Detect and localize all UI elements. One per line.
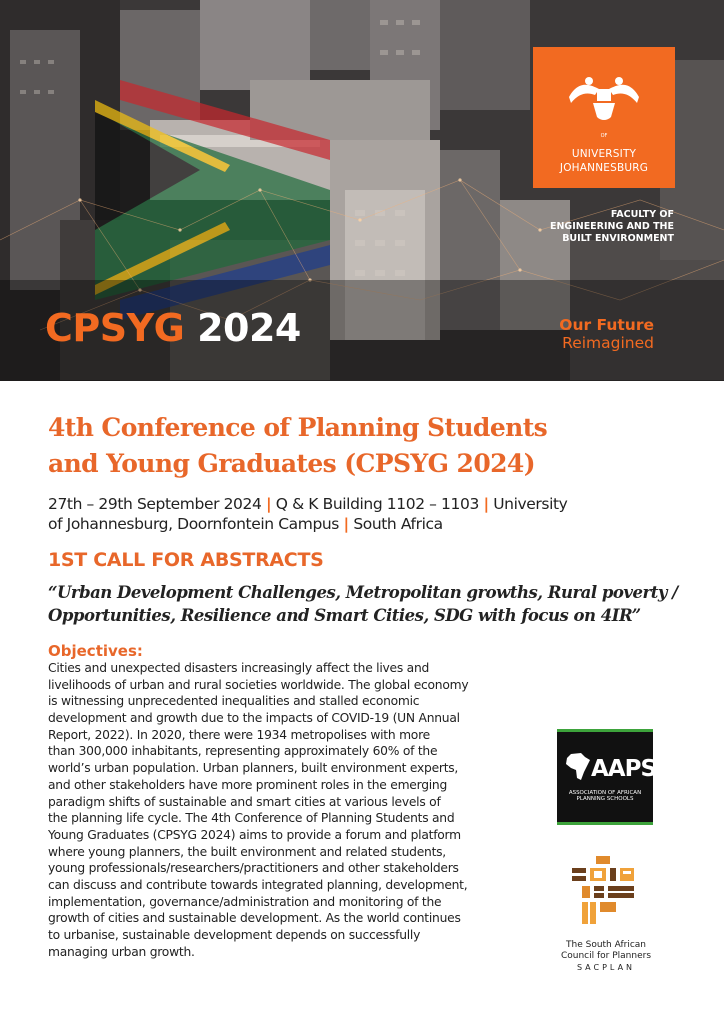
faculty-line3: BUILT ENVIRONMENT [562, 233, 674, 244]
aaps-sub-line1: ASSOCIATION OF AFRICAN [568, 790, 642, 796]
event-year: 2024 [197, 306, 301, 350]
university-name-line2: JOHANNESBURG [559, 162, 649, 174]
objectives-heading: Objectives: [48, 642, 143, 660]
objectives-line: livelihoods of urban and rural societies worldwide. The global economy [48, 677, 469, 692]
theme-line1: “Urban Development Challenges, Metropolitan growths, Rural poverty / [48, 583, 678, 602]
objectives-line: and other stakeholders have more prominent roles in the emerging [48, 777, 448, 792]
objectives-line: Report, 2022). In 2020, there were 1934 metropolises with more [48, 727, 430, 742]
objectives-line: can discuss and contribute towards integrated planning, development, [48, 877, 468, 892]
faculty-line1: FACULTY OF [610, 209, 674, 220]
sacplan-acronym: SACPLAN [576, 963, 636, 972]
objectives-line: young professionals/researchers/practitioners and other stakeholders [48, 861, 459, 876]
separator: | [265, 495, 272, 513]
objectives-line: world’s urban population. Urban planners, built environment experts, [48, 761, 459, 776]
call-for-abstracts-heading: 1ST CALL FOR ABSTRACTS [48, 549, 324, 571]
event-details-line2 [48, 514, 443, 534]
event-details-line1 [48, 494, 567, 514]
hero-banner [0, 0, 724, 381]
tagline-line1: Our Future [559, 316, 654, 334]
event-dates: 27th – 29th September 2024 [48, 495, 262, 513]
event-university: University [493, 495, 568, 513]
separator: | [343, 515, 349, 533]
objectives-line: where young planners, the built environment and related students, [48, 844, 446, 859]
sacplan-line1: The South African [566, 940, 646, 950]
separator: | [483, 495, 489, 513]
objectives-line: development and growth due to the impacts of COVID-19 (UN Annual [48, 711, 460, 726]
event-venue: Q & K Building 1102 – 1103 [275, 495, 479, 513]
event-campus: of Johannesburg, Doornfontein Campus [48, 515, 339, 533]
objectives-line: Young Graduates (CPSYG 2024) aims to provide a forum and platform [48, 827, 461, 842]
theme-line2: Opportunities, Resilience and Smart Cities, SDG with focus on 4IR” [48, 606, 641, 625]
faculty-line2: ENGINEERING AND THE [549, 221, 674, 232]
objectives-line: to urbanise, sustainable development depends on successfully [48, 928, 421, 942]
event-country: South Africa [353, 515, 443, 533]
africa-map-icon [565, 752, 591, 782]
objectives-line: paradigm shifts of sustainable and smart cities at various levels of [48, 794, 441, 809]
objectives-line: Cities and unexpected disasters increasingly affect the lives and [48, 661, 430, 675]
sacplan-line2: Council for Planners [560, 951, 652, 961]
tagline-line2: Reimagined [562, 334, 654, 352]
aaps-logo [557, 729, 657, 825]
objectives-line: is witnessing unprecedented inequalities and stalled economic [48, 694, 420, 709]
conference-title-line2: and Young Graduates (CPSYG 2024) [48, 449, 535, 478]
objectives-line: implementation, governance/administration and monitoring of the [48, 894, 442, 909]
university-of-johannesburg-logo [533, 47, 675, 188]
conference-title-line1: 4th Conference of Planning Students [48, 413, 548, 442]
uj-crest-icon [559, 59, 649, 139]
objectives-line: the planning life cycle. The 4th Conference of Planning Students and [48, 811, 455, 826]
objectives-body [48, 660, 548, 960]
event-acronym: CPSYG [45, 306, 185, 350]
sacplan-mark-icon [568, 856, 644, 936]
objectives-line: managing urban growth. [48, 944, 195, 959]
objectives-line: growth of cities and sustainable development. As the world continues [48, 911, 461, 926]
aaps-sub-line2: PLANNING SCHOOLS [576, 796, 634, 802]
university-name-line1: UNIVERSITY [571, 148, 637, 160]
objectives-line: than 300,000 inhabitants, representing approximately 60% of the [48, 744, 438, 759]
aaps-name: AAPS [591, 756, 657, 782]
event-brand [45, 306, 301, 350]
svg-text:OF: OF [600, 133, 608, 139]
